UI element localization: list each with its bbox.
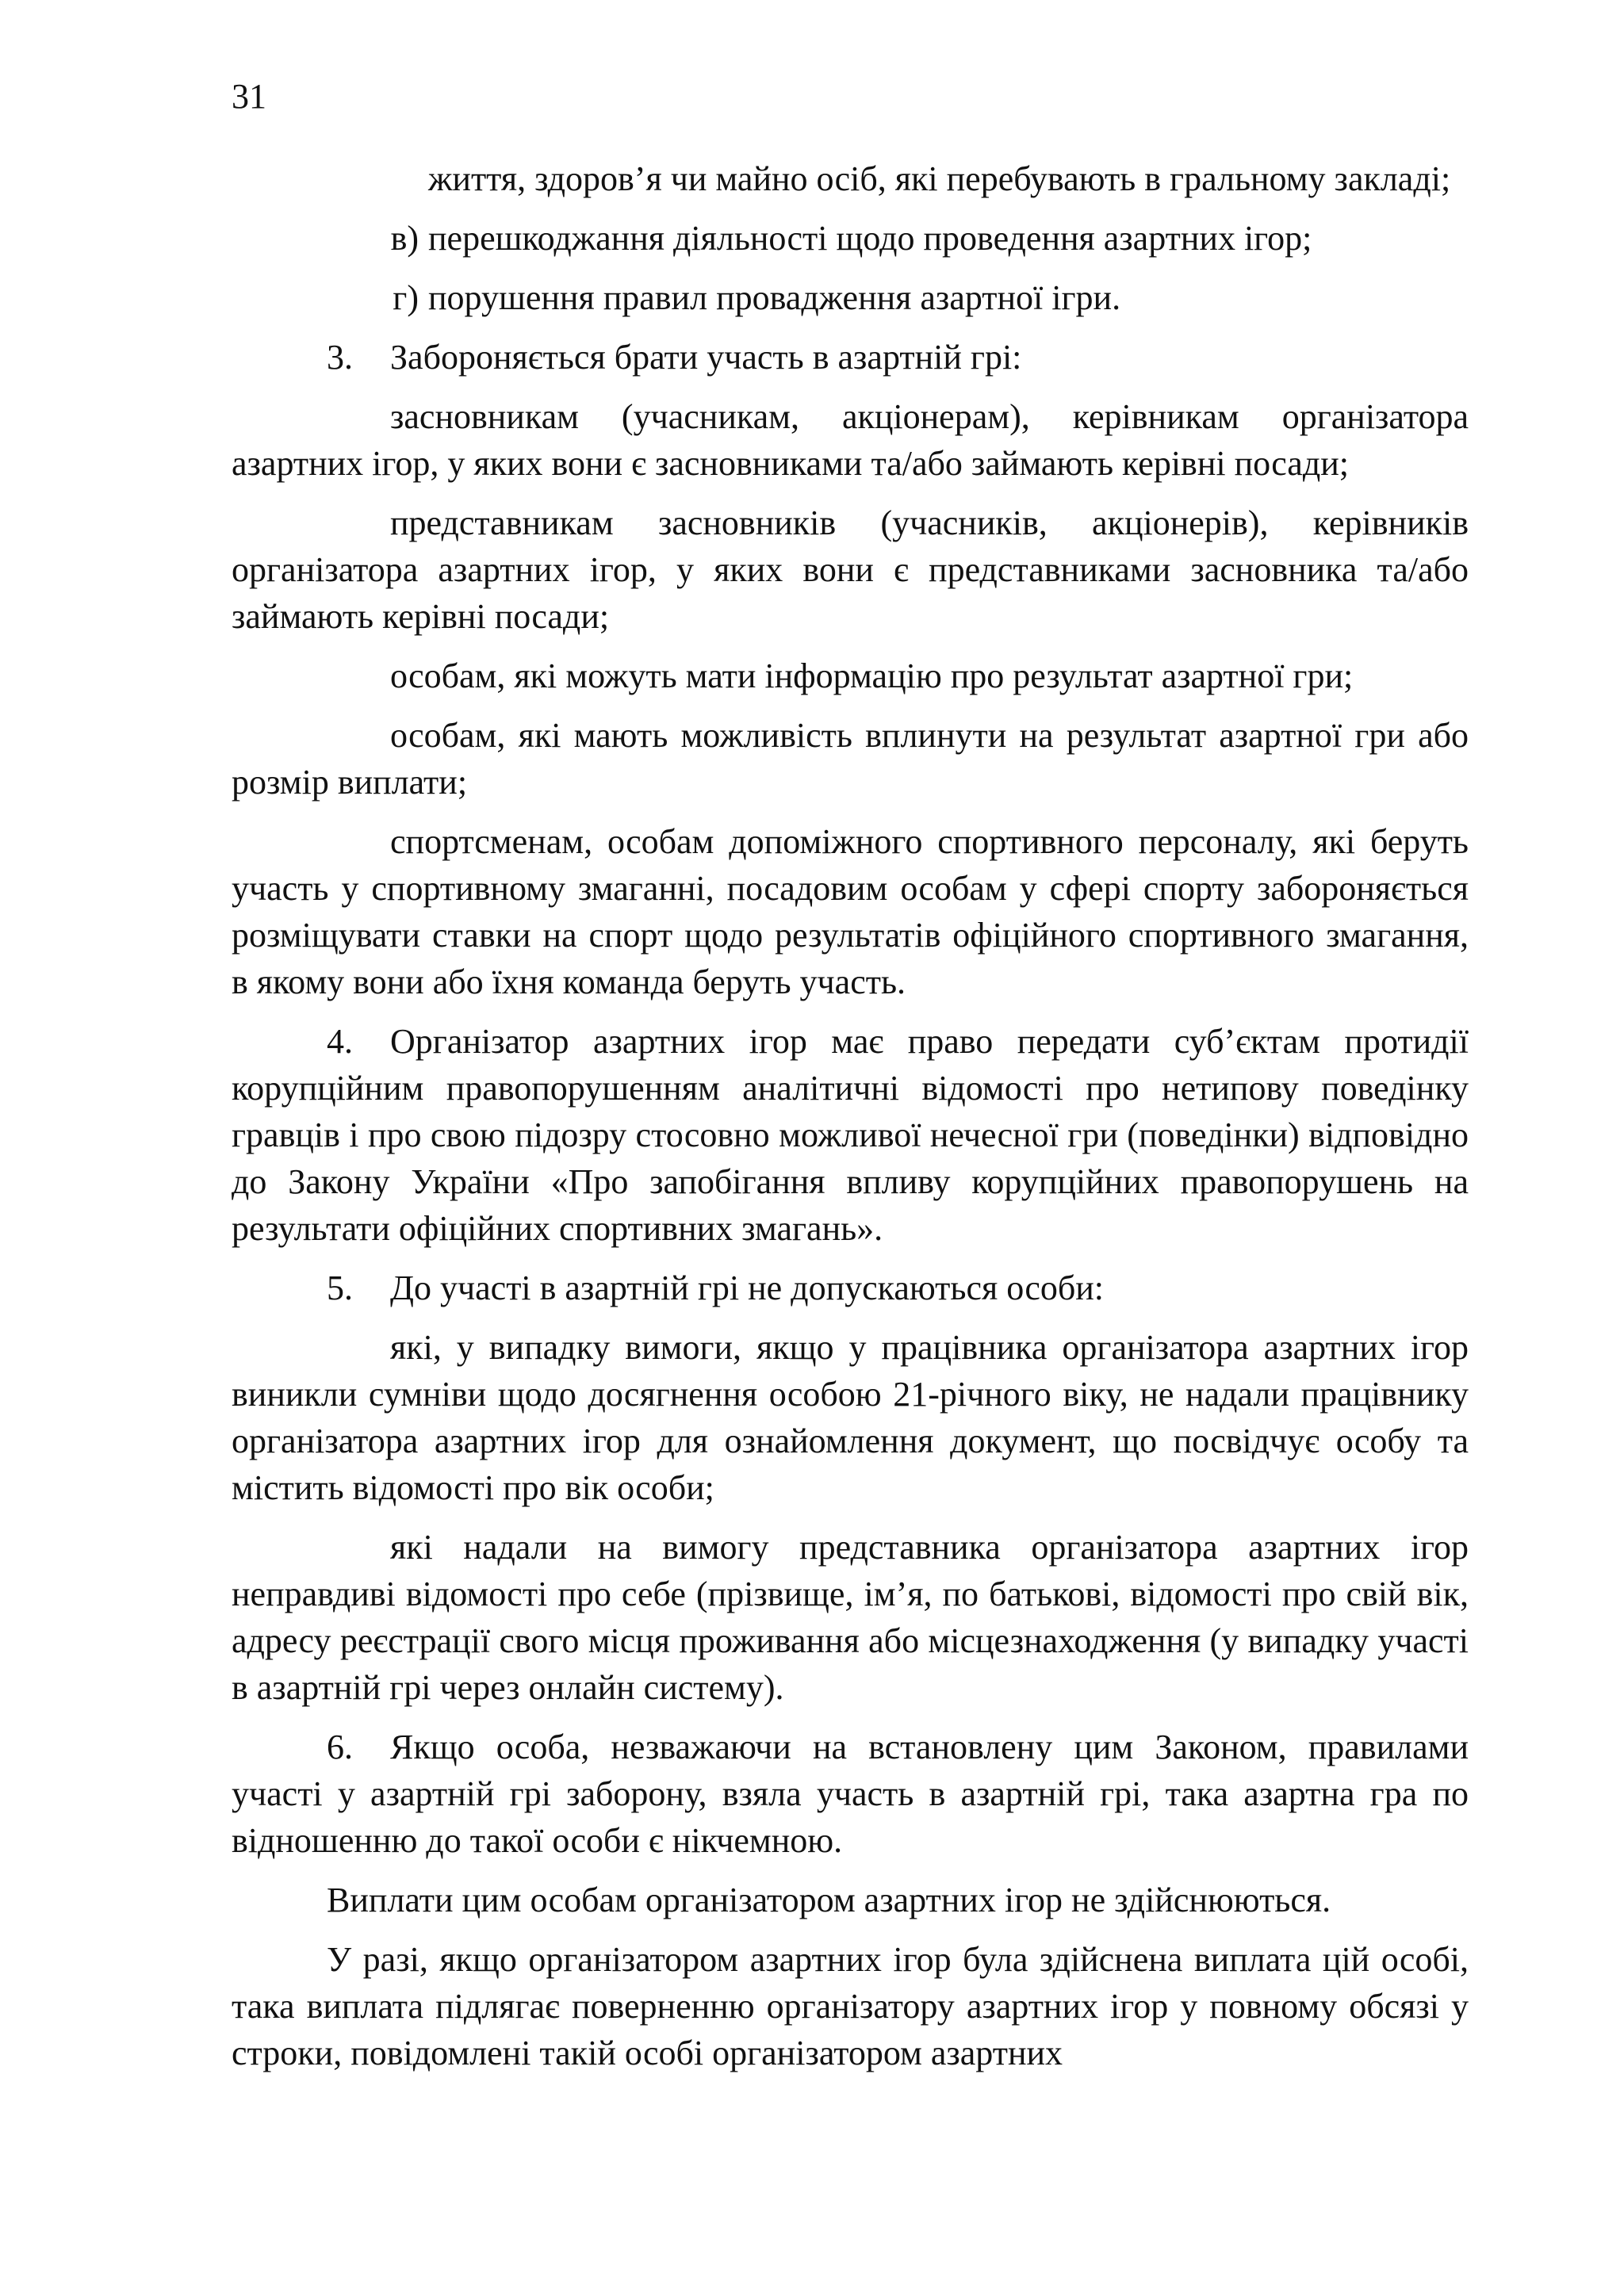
paragraph: які, у випадку вимоги, якщо у працівника організатора азартних ігор виникли сумніви щодо досягнення особою 21-річного віку, не надали працівнику організатора азартних ігор для ознайомлення документ, що посвідчує особу та містить відомості про вік особи; (232, 1328, 1469, 1507)
paragraph: представникам засновників (учасників, акціонерів), керівників організатора азартних ігор, у яких вони є представниками засновника та/або займають керівні посади; (232, 503, 1469, 636)
paragraph-text: Організатор азартних ігор має право передати суб’єктам протидії корупційним правопорушенням аналітичні відомості про нетипову поведінку гравців і про свою підозру стосовно можливої нечесної гри (поведінки) відповідно до Закону України «Про запобігання впливу корупційних правопорушень на результати офіційних спортивних змагань». (232, 1022, 1469, 1248)
list-item-text: перешкоджання діяльності щодо проведення азартних ігор; (428, 219, 1312, 258)
paragraph-number: 5. (327, 1269, 353, 1307)
paragraph: засновникам (учасникам, акціонерам), керівникам організатора азартних ігор, у яких вони є засновниками та/або займають керівні посади; (232, 397, 1469, 483)
paragraph-text: До участі в азартній грі не допускаються особи: (390, 1269, 1105, 1307)
paragraph-number: 4. (327, 1022, 353, 1061)
numbered-paragraph-3 (232, 334, 1469, 381)
paragraph-text: Забороняється брати участь в азартній грі: (390, 338, 1022, 377)
list-marker: в) (390, 219, 419, 258)
list-item-h (232, 274, 1469, 321)
paragraph: які надали на вимогу представника організатора азартних ігор неправдиві відомості про себе (прізвище, ім’я, по батькові, відомості про свій вік, адресу реєстрації свого місця проживання або місцезнаходження (у випадку участі в азартній грі через онлайн систему). (232, 1528, 1469, 1707)
paragraph-text: Якщо особа, незважаючи на встановлену цим Законом, правилами участі у азартній грі заборону, взяла участь в азартній грі, така азартна гра по відношенню до такої особи є нікчемною. (232, 1728, 1469, 1860)
paragraph: У разі, якщо організатором азартних ігор була здійснена виплата цій особі, така виплата підлягає поверненню організатору азартних ігор у повному обсязі у строки, повідомлені такій особі організатором азартних (232, 1940, 1469, 2072)
paragraph-continuation: життя, здоров’я чи майно осіб, які перебувають в гральному закладі; (428, 159, 1451, 198)
paragraph: спортсменам, особам допоміжного спортивного персоналу, які беруть участь у спортивному змаганні, посадовим особам у сфері спорту забороняється розміщувати ставки на спорт щодо результатів офіційного спортивного змагання, в якому вони або їхня команда беруть участь. (232, 822, 1469, 1001)
page-number: 31 (232, 77, 266, 116)
paragraph-number: 3. (327, 338, 353, 377)
list-marker: г) (393, 278, 419, 317)
paragraph-number: 6. (327, 1728, 353, 1766)
paragraph: Виплати цим особам організатором азартних ігор не здійснюються. (327, 1881, 1331, 1919)
paragraph: особам, які можуть мати інформацію про результат азартної гри; (390, 656, 1354, 695)
list-item-text: порушення правил провадження азартної ігри. (428, 278, 1121, 317)
numbered-paragraph-5 (232, 1265, 1469, 1311)
numbered-paragraph-4 (232, 1018, 1469, 1252)
numbered-paragraph-6 (232, 1724, 1469, 1864)
list-item-v (232, 215, 1469, 262)
paragraph: особам, які мають можливість вплинути на результат азартної гри або розмір виплати; (232, 716, 1469, 802)
document-body (232, 155, 1469, 2089)
